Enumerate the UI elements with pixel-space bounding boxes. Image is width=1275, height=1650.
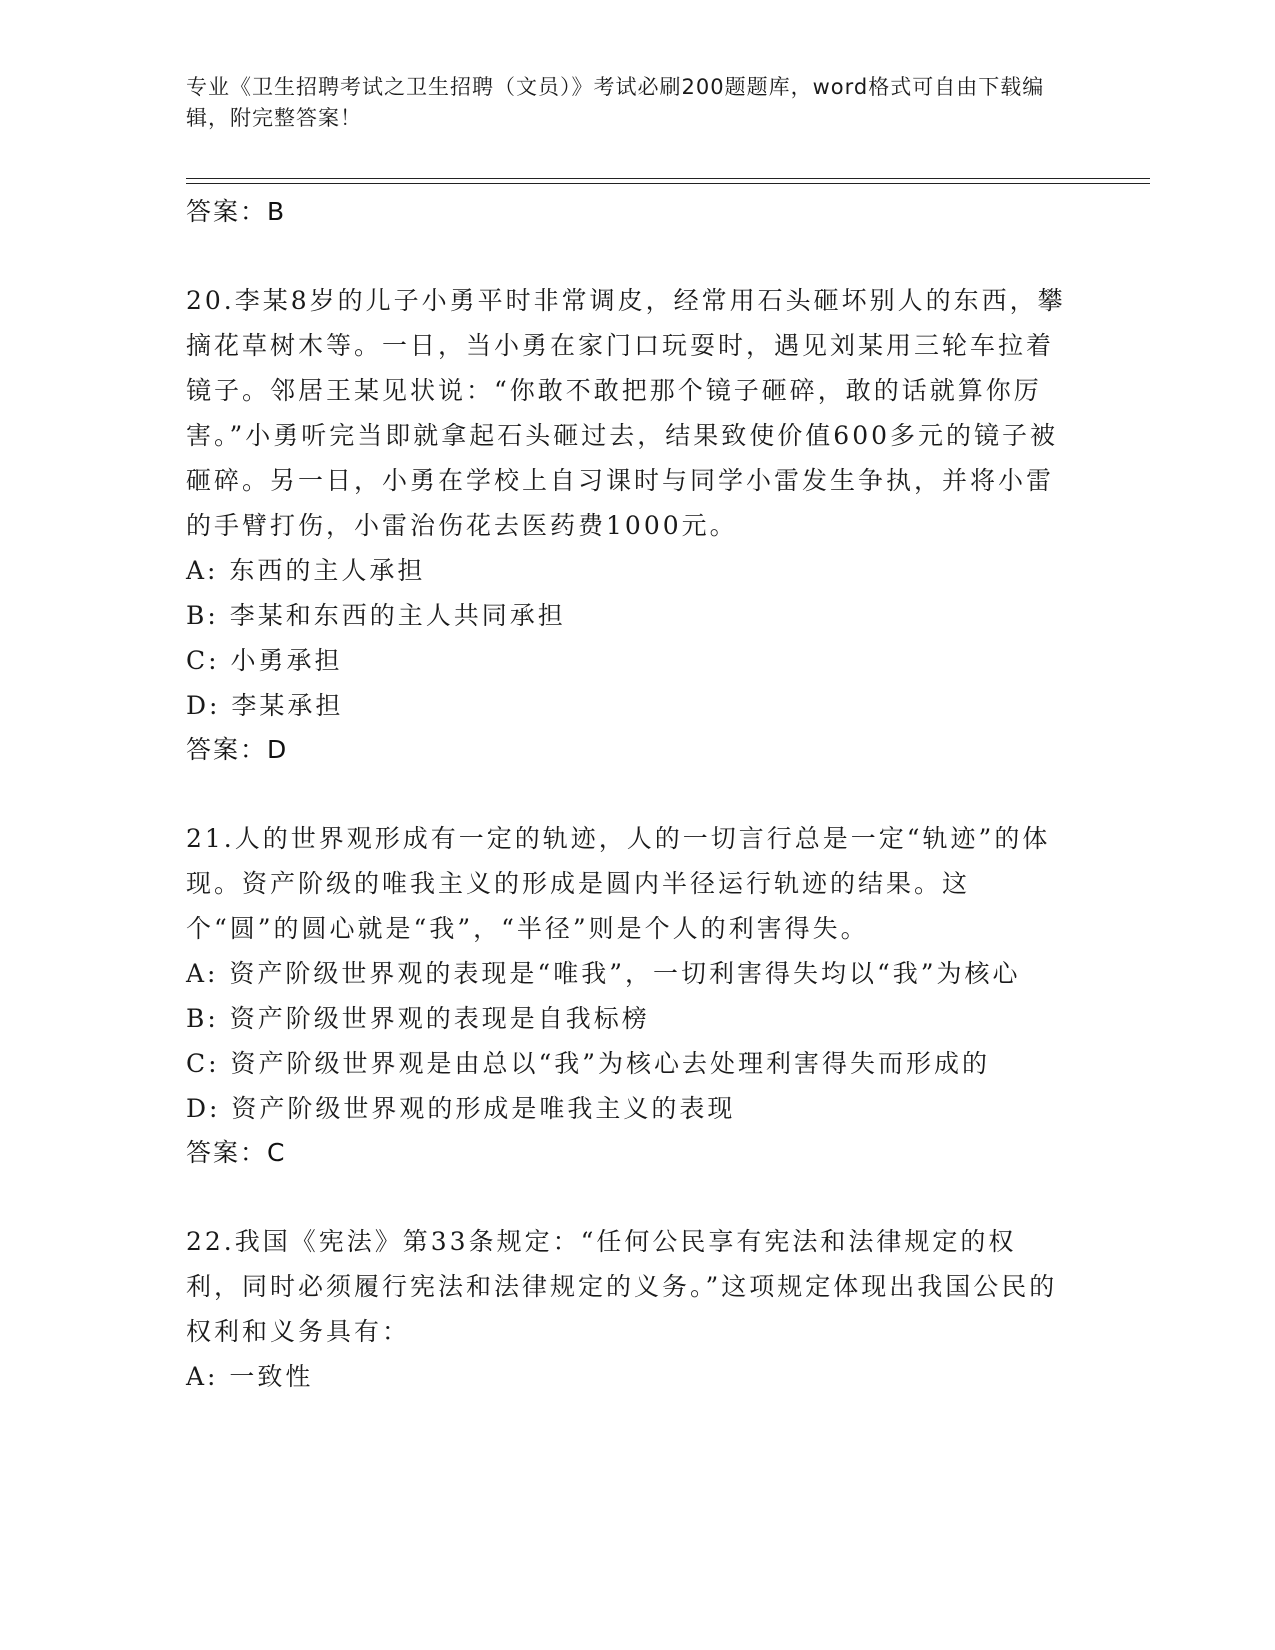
question-content	[186, 190, 1066, 1399]
option-a: A: 资产阶级世界观的表现是“唯我”，一切利害得失均以“我”为核心	[186, 959, 1021, 988]
question-text: 20.李某8岁的儿子小勇平时非常调皮，经常用石头砸坏别人的东西，攀摘花草树木等。一日，当小勇在家门口玩耍时，遇见刘某用三轮车拉着镜子。邻居王某见状说：“你敢不敢把那个镜子砸碎，敢的话就算你厉害。”小勇听完当即就拿起石头砸过去，结果致使价值600多元的镜子被砸碎。另一日，小勇在学校上自习课时与同学小雷发生争执，并将小雷的手臂打伤，小雷治伤花去医药费1000元。	[186, 286, 1066, 540]
question-block-22	[186, 1219, 1066, 1399]
previous-answer-block	[186, 190, 1066, 234]
option-b: B: 李某和东西的主人共同承担	[186, 601, 566, 630]
header-rule-bottom	[186, 183, 1150, 184]
option-a: A: 一致性	[186, 1362, 314, 1391]
question-text: 21.人的世界观形成有一定的轨迹，人的一切言行总是一定“轨迹”的体现。资产阶级的唯我主义的形成是圆内半径运行轨迹的结果。这个“圆”的圆心就是“我”，“半径”则是个人的利害得失。	[186, 824, 1051, 943]
answer-label: 答案：B	[186, 197, 287, 226]
answer-label: 答案：C	[186, 1138, 287, 1167]
spacer	[186, 772, 1066, 816]
option-d: D: 资产阶级世界观的形成是唯我主义的表现	[186, 1094, 736, 1123]
option-d: D: 李某承担	[186, 691, 344, 720]
option-b: B: 资产阶级世界观的表现是自我标榜	[186, 1004, 650, 1033]
option-a: A: 东西的主人承担	[186, 556, 426, 585]
header-rule-top	[186, 178, 1150, 179]
spacer	[186, 234, 1066, 278]
question-block-21	[186, 816, 1066, 1175]
question-text: 22.我国《宪法》第33条规定：“任何公民享有宪法和法律规定的权利，同时必须履行宪法和法律规定的义务。”这项规定体现出我国公民的权利和义务具有：	[186, 1227, 1058, 1346]
answer-label: 答案：D	[186, 735, 289, 764]
page-header: 专业《卫生招聘考试之卫生招聘（文员）》考试必刷200题题库，word格式可自由下载编辑，附完整答案！	[186, 75, 1045, 130]
question-block-20	[186, 278, 1066, 772]
option-c: C: 小勇承担	[186, 646, 343, 675]
spacer	[186, 1175, 1066, 1219]
option-c: C: 资产阶级世界观是由总以“我”为核心去处理利害得失而形成的	[186, 1049, 991, 1078]
